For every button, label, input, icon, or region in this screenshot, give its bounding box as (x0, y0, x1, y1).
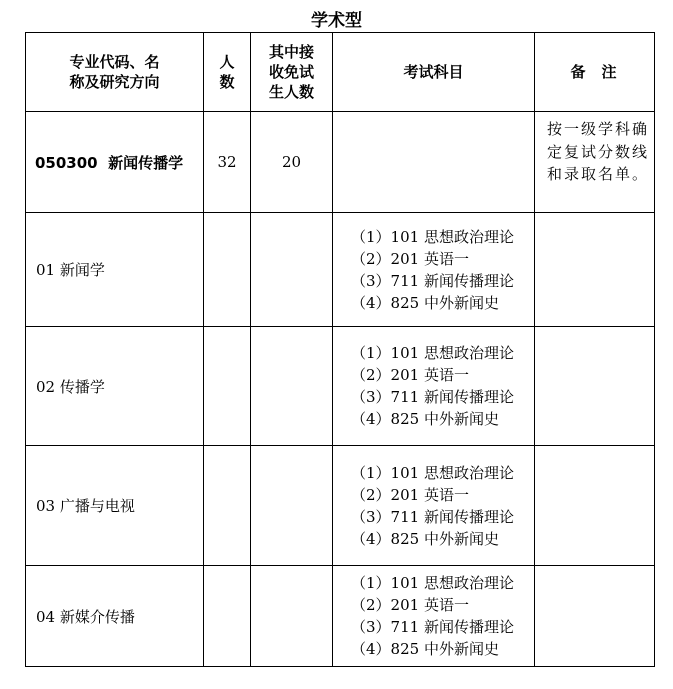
header-exempt: 其中接收免试生人数 (251, 33, 333, 112)
subject-item: （2）201 英语一 (351, 485, 469, 504)
table-row (26, 446, 655, 566)
direction-count (204, 566, 251, 667)
header-count: 人数 (204, 33, 251, 112)
direction-exempt (251, 213, 333, 327)
subject-item: （3）711 新闻传播理论 (351, 271, 514, 290)
header-remarks: 备注 (535, 33, 655, 112)
header-major: 专业代码、名称及研究方向 (26, 33, 204, 112)
subject-item: （1）101 思想政治理论 (351, 574, 514, 592)
direction-exempt (251, 566, 333, 667)
direction-name: 04 新媒介传播 (26, 566, 204, 667)
major-subjects-empty (333, 112, 535, 213)
header-subjects: 考试科目 (333, 33, 535, 112)
direction-subjects (333, 213, 535, 327)
admissions-table (25, 32, 655, 667)
direction-remark (535, 446, 655, 566)
direction-subjects (333, 446, 535, 566)
table-row (26, 327, 655, 446)
major-exempt: 20 (251, 112, 333, 213)
table-row (26, 213, 655, 327)
direction-remark (535, 213, 655, 327)
subject-item: （1）101 思想政治理论 (351, 344, 514, 362)
major-count: 32 (204, 112, 251, 213)
direction-exempt (251, 327, 333, 446)
direction-count (204, 327, 251, 446)
direction-name: 01 新闻学 (26, 213, 204, 327)
subject-item: （4）825 中外新闻史 (351, 640, 499, 658)
direction-count (204, 213, 251, 327)
direction-name: 03 广播与电视 (26, 446, 204, 566)
direction-remark (535, 327, 655, 446)
page-title: 学术型 (311, 11, 362, 31)
subject-item: （4）825 中外新闻史 (351, 293, 499, 312)
major-code-name: 050300 新闻传播学 (26, 112, 204, 213)
direction-subjects (333, 327, 535, 446)
subject-item: （4）825 中外新闻史 (351, 410, 499, 428)
major-remark: 按一级学科确定复试分数线和录取名单。 (535, 112, 655, 213)
direction-count (204, 446, 251, 566)
subject-item: （4）825 中外新闻史 (351, 529, 499, 548)
header-row (26, 33, 655, 112)
subject-item: （2）201 英语一 (351, 249, 469, 268)
subject-item: （2）201 英语一 (351, 596, 469, 614)
subject-item: （1）101 思想政治理论 (351, 463, 514, 482)
subject-item: （2）201 英语一 (351, 366, 469, 384)
major-row (26, 112, 655, 213)
subject-item: （3）711 新闻传播理论 (351, 618, 514, 636)
direction-subjects (333, 566, 535, 667)
direction-exempt (251, 446, 333, 566)
direction-remark (535, 566, 655, 667)
table-row (26, 566, 655, 667)
subject-item: （1）101 思想政治理论 (351, 227, 514, 246)
direction-name: 02 传播学 (26, 327, 204, 446)
subject-item: （3）711 新闻传播理论 (351, 388, 514, 406)
subject-item: （3）711 新闻传播理论 (351, 507, 514, 526)
